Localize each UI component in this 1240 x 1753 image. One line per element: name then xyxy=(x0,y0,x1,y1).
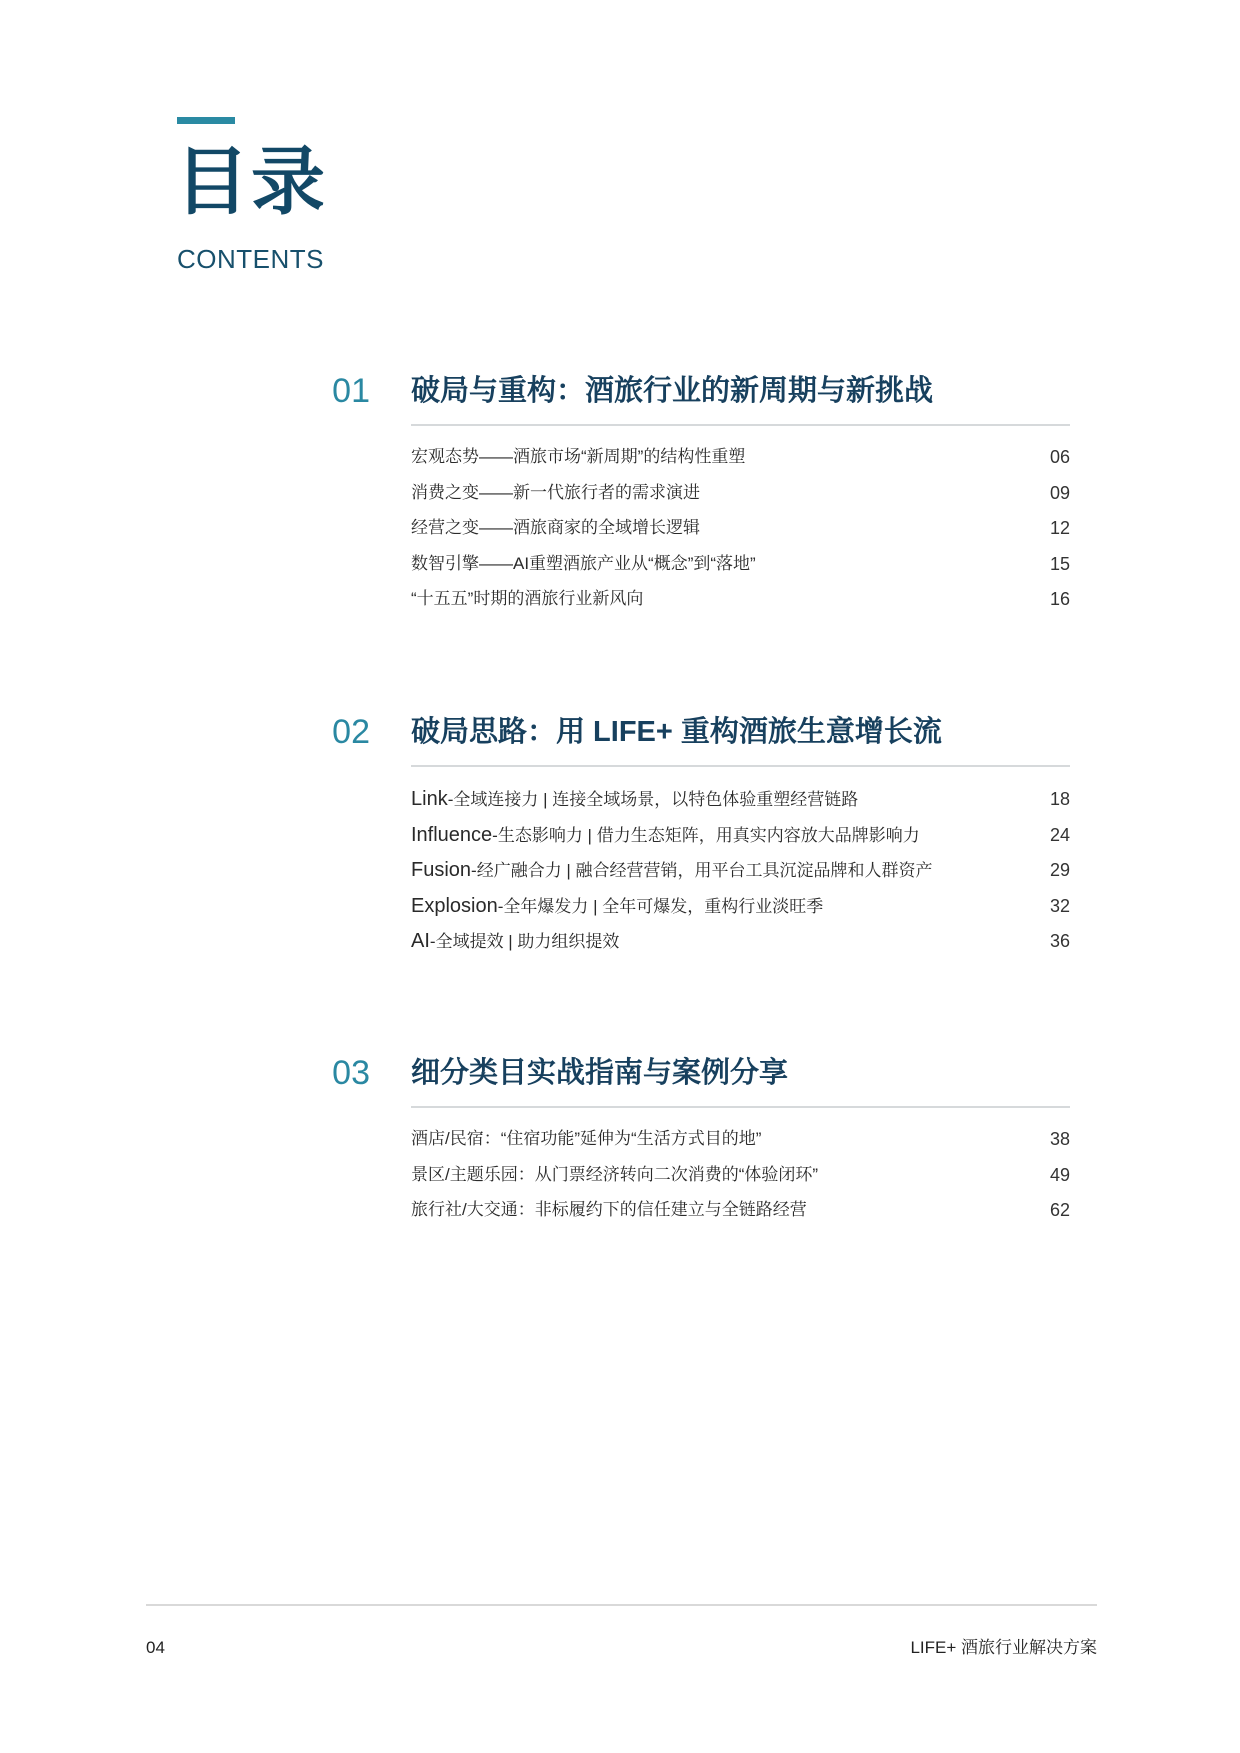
toc-entry-text: 经营之变——酒旅商家的全域增长逻辑 xyxy=(411,518,700,537)
toc-entry-page: 24 xyxy=(1049,825,1070,845)
toc-entry-text xyxy=(411,817,920,854)
toc-entry-description: -全域连接力 | 连接全域场景，以特色体验重塑经营链路 xyxy=(447,789,859,809)
toc-entry-text: 消费之变——新一代旅行者的需求演进 xyxy=(411,483,700,502)
section-2-number: 02 xyxy=(332,713,370,751)
toc-entry-keyword: Explosion xyxy=(411,894,498,917)
section-1-number: 01 xyxy=(332,372,370,410)
page-subtitle: CONTENTS xyxy=(177,244,324,274)
toc-entry-text: “十五五”时期的酒旅行业新风向 xyxy=(411,589,644,608)
toc-entry-text xyxy=(411,852,933,889)
toc-entry-page: 62 xyxy=(1049,1200,1070,1220)
toc-entry-page: 32 xyxy=(1049,896,1070,916)
toc-entry-description: -全年爆发力 | 全年可爆发，重构行业淡旺季 xyxy=(497,896,824,916)
toc-entry-page: 12 xyxy=(1049,518,1070,538)
toc-entry xyxy=(411,546,1070,582)
toc-entry-page: 36 xyxy=(1049,931,1070,951)
header-accent-bar xyxy=(177,117,235,124)
section-2-title: 破局思路：用 LIFE+ 重构酒旅生意增长流 xyxy=(411,716,942,748)
toc-entry-keyword: Influence xyxy=(411,823,493,846)
toc-entry-keyword: Fusion xyxy=(411,858,472,881)
toc-entry xyxy=(411,1157,1070,1193)
toc-entry xyxy=(411,581,1070,617)
section-3-title: 细分类目实战指南与案例分享 xyxy=(411,1057,789,1089)
toc-entry-text: 数智引擎——AI重塑酒旅产业从“概念”到“落地” xyxy=(411,554,756,573)
toc-entry-page: 38 xyxy=(1049,1129,1070,1149)
toc-entry-text: 旅行社/大交通：非标履约下的信任建立与全链路经营 xyxy=(411,1200,807,1219)
toc-entry-page: 09 xyxy=(1049,483,1070,503)
toc-entry-page: 29 xyxy=(1049,860,1070,880)
toc-entry xyxy=(411,852,1070,888)
toc-entry xyxy=(411,1192,1070,1228)
footer-page-number: 04 xyxy=(146,1638,165,1657)
toc-entry-text xyxy=(411,781,858,818)
toc-entry xyxy=(411,510,1070,546)
toc-entry xyxy=(411,1121,1070,1157)
toc-entry-text: 酒店/民宿：“住宿功能”延伸为“生活方式目的地” xyxy=(411,1129,762,1148)
footer-divider xyxy=(146,1604,1097,1606)
toc-entry-description: -生态影响力 | 借力生态矩阵，用真实内容放大品牌影响力 xyxy=(492,825,920,845)
toc-entry xyxy=(411,781,1070,817)
toc-entry-page: 49 xyxy=(1049,1165,1070,1185)
toc-entry-text: 宏观态势——酒旅市场“新周期”的结构性重塑 xyxy=(411,447,746,466)
toc-entry-keyword: AI xyxy=(411,929,430,952)
toc-entry xyxy=(411,475,1070,511)
toc-entry-text xyxy=(411,923,619,960)
toc-entry-description: -经广融合力 | 融合经营营销，用平台工具沉淀品牌和人群资产 xyxy=(471,860,933,880)
toc-entry xyxy=(411,439,1070,475)
section-1-title: 破局与重构：酒旅行业的新周期与新挑战 xyxy=(411,375,934,407)
toc-entry-page: 18 xyxy=(1049,789,1070,809)
toc-entry xyxy=(411,923,1070,959)
toc-entry-page: 06 xyxy=(1049,447,1070,467)
toc-entry xyxy=(411,888,1070,924)
section-3-number: 03 xyxy=(332,1054,370,1092)
section-3-divider xyxy=(411,1106,1070,1108)
toc-entry-keyword: Link xyxy=(411,787,448,810)
footer-doc-title: LIFE+ 酒旅行业解决方案 xyxy=(910,1638,1097,1657)
section-1-divider xyxy=(411,424,1070,426)
toc-entry-description: -全域提效 | 助力组织提效 xyxy=(429,931,620,951)
toc-entry-page: 15 xyxy=(1049,554,1070,574)
toc-entry xyxy=(411,817,1070,853)
toc-entry-text xyxy=(411,888,823,925)
toc-entry-text: 景区/主题乐园：从门票经济转向二次消费的“体验闭环” xyxy=(411,1165,819,1184)
page-title: 目录 xyxy=(175,140,327,223)
toc-entry-page: 16 xyxy=(1049,589,1070,609)
section-2-divider xyxy=(411,765,1070,767)
